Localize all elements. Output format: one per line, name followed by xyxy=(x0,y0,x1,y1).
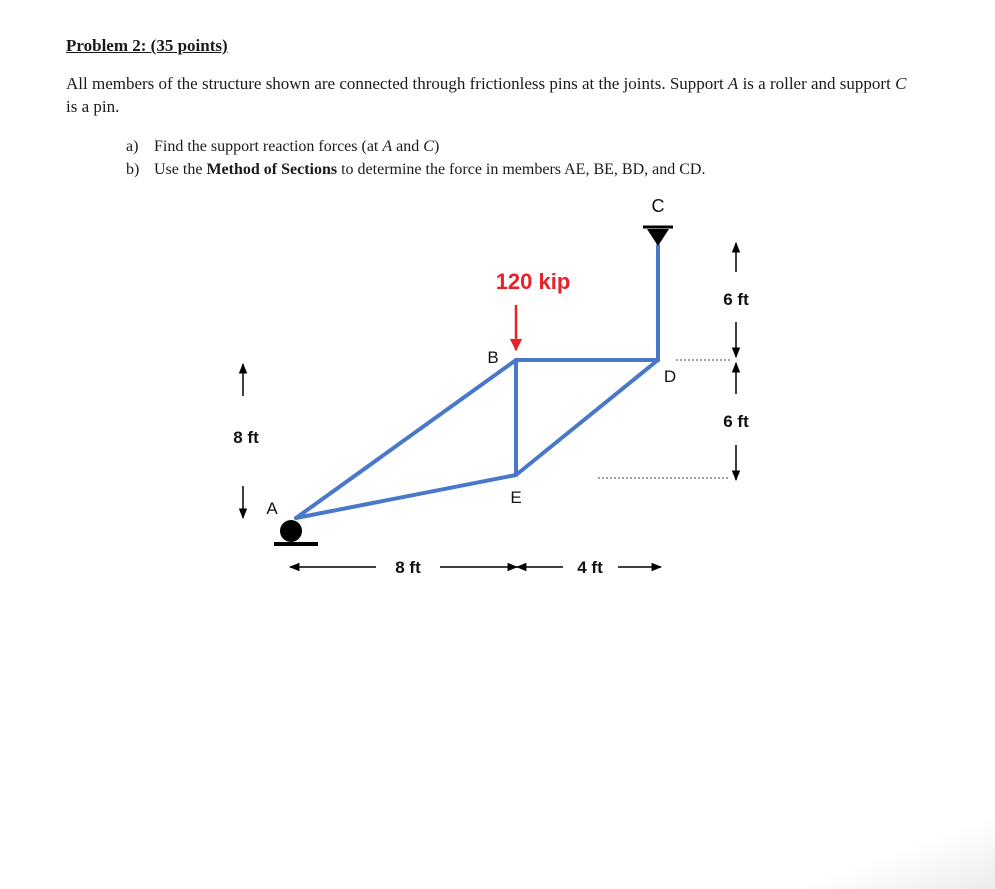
statement-text-1: All members of the structure shown are connected through frictionless pins at the joints. Support xyxy=(66,74,728,93)
node-label-e: E xyxy=(510,488,522,507)
load-label: 120 kip xyxy=(495,269,571,294)
roller-support-a xyxy=(274,520,318,544)
statement-text-2: is a roller and support xyxy=(738,74,896,93)
dimension-right-bottom-label: 6 ft xyxy=(723,412,749,431)
pin-support-c xyxy=(643,227,673,246)
dimension-bottom-right-label: 4 ft xyxy=(577,558,603,577)
question-text: Use the Method of Sections to determine the force in members AE, BE, BD, and CD. xyxy=(154,161,706,178)
member-ab xyxy=(296,360,516,518)
statement-text-3: is a pin. xyxy=(66,97,120,116)
question-text: Find the support reaction forces (at A and C) xyxy=(154,138,440,155)
question-label: a) xyxy=(126,138,139,155)
problem-title: Problem 2: (35 points) xyxy=(66,36,228,55)
node-label-b: B xyxy=(487,348,499,367)
dimension-bottom-left-label: 8 ft xyxy=(395,558,421,577)
dimension-right-top-label: 6 ft xyxy=(723,290,749,309)
support-a-ref: A xyxy=(727,74,739,93)
truss-members xyxy=(296,246,658,518)
node-label-c: C xyxy=(651,196,665,216)
member-ed xyxy=(516,360,658,475)
support-c-ref: C xyxy=(895,74,907,93)
question-label: b) xyxy=(126,161,140,178)
node-label-a: A xyxy=(266,499,278,518)
dimension-left-label: 8 ft xyxy=(233,428,259,447)
node-label-d: D xyxy=(663,367,677,386)
